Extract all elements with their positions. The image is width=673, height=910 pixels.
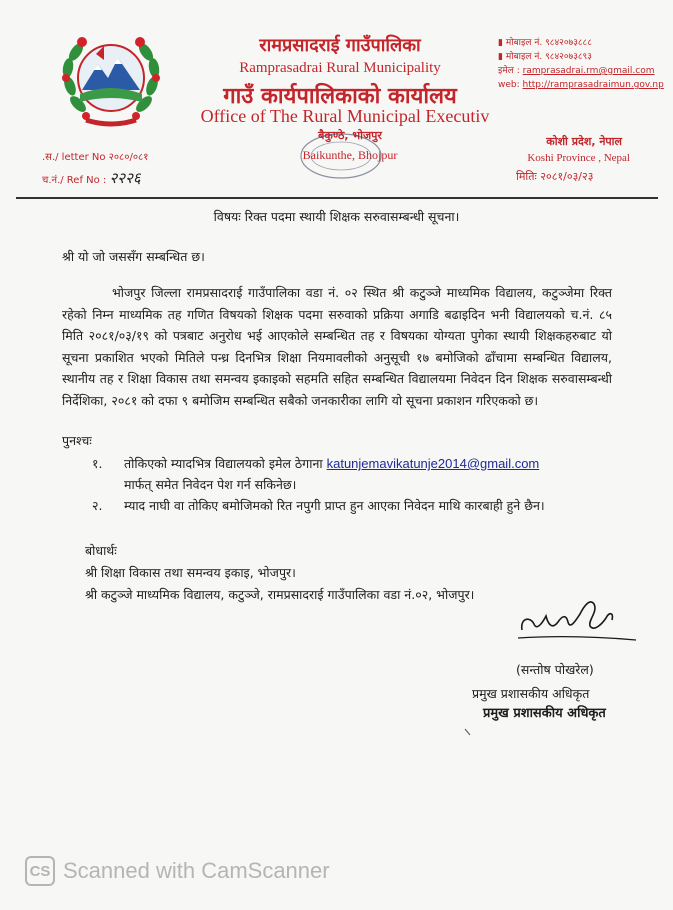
postscript-heading: पुनश्चः: [62, 433, 92, 448]
office-name-english: Office of The Rural Municipal Executiv: [200, 106, 490, 126]
email-link[interactable]: ramprasadrai.rm@gmail.com: [522, 66, 655, 76]
signatory-title-stamp: प्रमुख प्रशासकीय अधिकृत: [483, 706, 606, 721]
letter-subject: विषयः रिक्त पदमा स्थायी शिक्षक सरुवासम्बन्धी सूचना।: [213, 209, 460, 224]
mobile-2: ▮ मोबाइल नं. ९८४२०७३८९३: [498, 52, 592, 62]
mobile-1: ▮ मोबाइल नं. ९८४२०७३८८८: [498, 38, 592, 48]
date-row: मितिः २०८१/०३/२३: [516, 170, 594, 183]
phone-icon: ▮: [498, 38, 506, 48]
office-stamp-icon: [296, 130, 386, 182]
camscanner-logo-icon: CS: [25, 856, 55, 886]
address-nepali: बैकुण्ठे, भोजपुर: [318, 129, 382, 142]
municipality-name-english: Ramprasadrai Rural Municipality: [239, 60, 441, 76]
reference-block: [42, 147, 148, 191]
web-link[interactable]: http://ramprasadraimun.gov.np: [522, 80, 664, 90]
postscript-item-1-cont: मार्फत् समेत निवेदन पेश गर्न सकिनेछ।: [124, 477, 297, 492]
signatory-name: (सन्तोष पोखरेल): [516, 662, 594, 677]
phone-icon: ▮: [498, 52, 506, 62]
email-row: इमेल : ramprasadrai.rm@gmail.com: [498, 66, 655, 76]
salutation: श्री यो जो जससँग सम्बन्धित छ।: [62, 249, 205, 264]
school-email-link[interactable]: katunjemavikatunje2014@gmail.com: [326, 456, 540, 471]
postscript-item-1: १. तोकिएको म्यादभित्र विद्यालयको इमेल ठेगाना katunjemavikatunje2014@gmail.com मार्फत् समेत निवेदन पेश गर्न सकिनेछ।: [92, 453, 612, 495]
cc-block: [85, 540, 474, 606]
tick-mark-icon: [464, 728, 472, 736]
address-english: Baikunthe, Bhojpur: [302, 148, 398, 162]
province-english: Koshi Province , Nepal: [527, 152, 630, 164]
camscanner-watermark: [25, 856, 330, 886]
watermark-text: Scanned with CamScanner: [63, 858, 330, 883]
province-nepali: कोशी प्रदेश, नेपाल: [546, 135, 622, 148]
date-value: २०८१/०३/२३: [540, 170, 594, 183]
municipality-logo-icon: [56, 24, 166, 134]
handwritten-signature-icon: [510, 590, 640, 650]
office-name-nepali: गाउँ कार्यपालिकाको कार्यालय: [223, 84, 457, 109]
cc-line-1: श्री शिक्षा विकास तथा समन्वय इकाइ, भोजपुर।: [85, 565, 296, 580]
header-divider: [16, 197, 658, 199]
signatory-title: प्रमुख प्रशासकीय अधिकृत: [472, 686, 590, 701]
cc-line-2: श्री कटुञ्जे माध्यमिक विद्यालय, कटुञ्जे, रामप्रसादराई गाउँपालिका वडा नं.०२, भोजपुर।: [85, 587, 475, 602]
web-row: web: http://ramprasadraimun.gov.np: [498, 80, 664, 90]
cc-heading: बोधार्थः: [85, 543, 117, 558]
ref-number-row: च.नं./ Ref No : २२२६: [42, 169, 141, 187]
ref-number-handwritten: २२२६: [109, 169, 141, 187]
province-block: [478, 133, 668, 167]
letter-number: .स./ letter No २०८०/०८१: [42, 152, 149, 163]
body-paragraph: भोजपुर जिल्ला रामप्रसादराई गाउँपालिका वडा नं. ०२ स्थित श्री कटुञ्जे माध्यमिक विद्यालय, कटुञ्जेमा रिक्त रहेको निम्न माध्यमिक तह गणित विषयको शिक्षक पदमा सरुवाको प्रक्रिया अगाडि बढाइदिन भनी विद्यालयको च.नं. ८५ मिति २०८१/०३/१९ को पत्रबाट अनुरोध भई आएकोले सम्बन्धित तह र विषयका योग्यता पुगेका स्थायी शिक्षकहरुबाट यो सूचना प्रकाशित भएको मितिले पन्ध्र दिनभित्र शिक्षा नियमावलीको अनुसूची १७ बमोजिको ढाँचामा सम्बन्धित विद्यालय, स्थानीय तह र शिक्षा विकास तथा समन्वय इकाइको सहमति सहित सम्बन्धित विद्यालयमा निवेदन दिन शिक्षक सरुवासम्बन्धी निर्देशिका, २०८१ को दफा ९ बमोजिम सम्बन्धित सबैको जनकारीका लागि यो सूचना प्रकाशन गरिएकको छ।: [62, 285, 612, 408]
postscript-item-2: २. म्याद नाघी वा तोकिए बमोजिमको रित नपुगी प्राप्त हुन आएका निवेदन माथि कारबाही हुने छैन।: [92, 498, 545, 513]
municipality-name-nepali: रामप्रसादराई गाउँपालिका: [259, 35, 421, 56]
contact-info: [498, 36, 664, 92]
